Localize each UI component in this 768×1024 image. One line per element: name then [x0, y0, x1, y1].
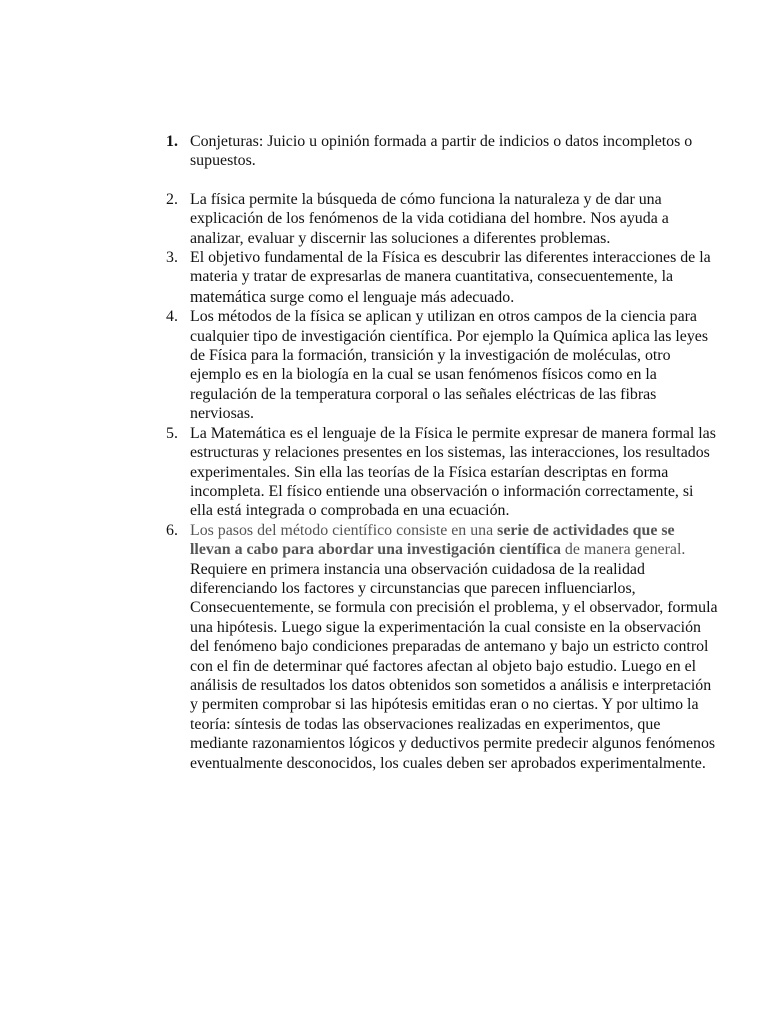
list-item-3: [166, 248, 718, 307]
list-number: 3.: [166, 249, 178, 267]
list-item-text: Los métodos de la física se aplican y utilizan en otros campos de la ciencia para cualquier tipo de investigación científica. Por ejemplo la Química aplica las leyes de Física para la formación, transición y la investigación de moléculas, otro ejemplo es en la biología en la cual se usan fenómenos físicos como en la regulación de la temperatura corporal o las señales eléctricas de las fibras nerviosas.: [190, 308, 709, 423]
list-item-text: Requiere en primera instancia una observación cuidadosa de la realidad diferenciando los factores y circunstancias que parecen influenciarlos, Consecuentemente, se formula con precisión el problema, y el observador, formula una hipótesis. Luego sigue la experimentación la cual consiste en la observación del fenómeno bajo condiciones preparadas de antemano y bajo un estricto control con el fin de determinar qué factores afectan al objeto bajo estudio. Luego en el análisis de resultados los datos obtenidos son sometidos a análisis e interpretación y permiten comprobar si las hipótesis emitidas eran o no ciertas. Y por ultimo la teoría: síntesis de todas las observaciones realizadas en experimentos, que mediante razonamientos lógicos y deductivos permite predecir algunos fenómenos eventualmente desconocidos, los cuales deben ser aprobados experimentalmente.: [190, 560, 718, 772]
list-number: 5.: [166, 424, 178, 442]
list-item-text-gray: Los pasos del método científico consiste en una: [190, 521, 498, 539]
list-item-text: Conjeturas: Juicio u opinión formada a partir de indicios o datos incompletos o supuestos.: [190, 133, 693, 170]
list-item-text-end: surge como el lenguaje más adecuado.: [266, 288, 515, 306]
list-item-2: [166, 190, 718, 248]
list-number: 4.: [166, 308, 178, 326]
numbered-list: [166, 132, 718, 773]
list-number: 2.: [166, 190, 178, 208]
list-item-4: [166, 307, 718, 423]
emphasized-word: matemática: [190, 286, 267, 306]
list-number: 6.: [166, 521, 178, 539]
list-item-text: La Matemática es el lenguaje de la Física le permite expresar de manera formal las estructuras y relaciones presentes en los sistemas, las interacciones, los resultados experimentales. Sin ella las teorías de la Física estarían descriptas en forma incompleta. El físico entiende una observación o información correctamente, si ella está integrada o comprobada en una ecuación.: [190, 424, 716, 520]
list-number: 1.: [166, 133, 178, 150]
list-item-5: [166, 424, 718, 521]
list-item-text: El objetivo fundamental de la Física es descubrir las diferentes interacciones de la materia y tratar de expresarlas de manera cuantitativa, consecuentemente, la: [190, 249, 711, 286]
list-item-1: [166, 132, 718, 171]
list-item-text-bold: serie de actividades que se llevan a cabo para abordar una investigación científica: [190, 521, 675, 559]
list-item-text-gray-2: de manera general.: [560, 541, 686, 559]
list-item-text: La física permite la búsqueda de cómo funciona la naturaleza y de dar una explicación de los fenómenos de la vida cotidiana del hombre. Nos ayuda a analizar, evaluar y discernir las soluciones a diferentes problemas.: [190, 190, 669, 247]
list-item-6: [166, 521, 718, 773]
